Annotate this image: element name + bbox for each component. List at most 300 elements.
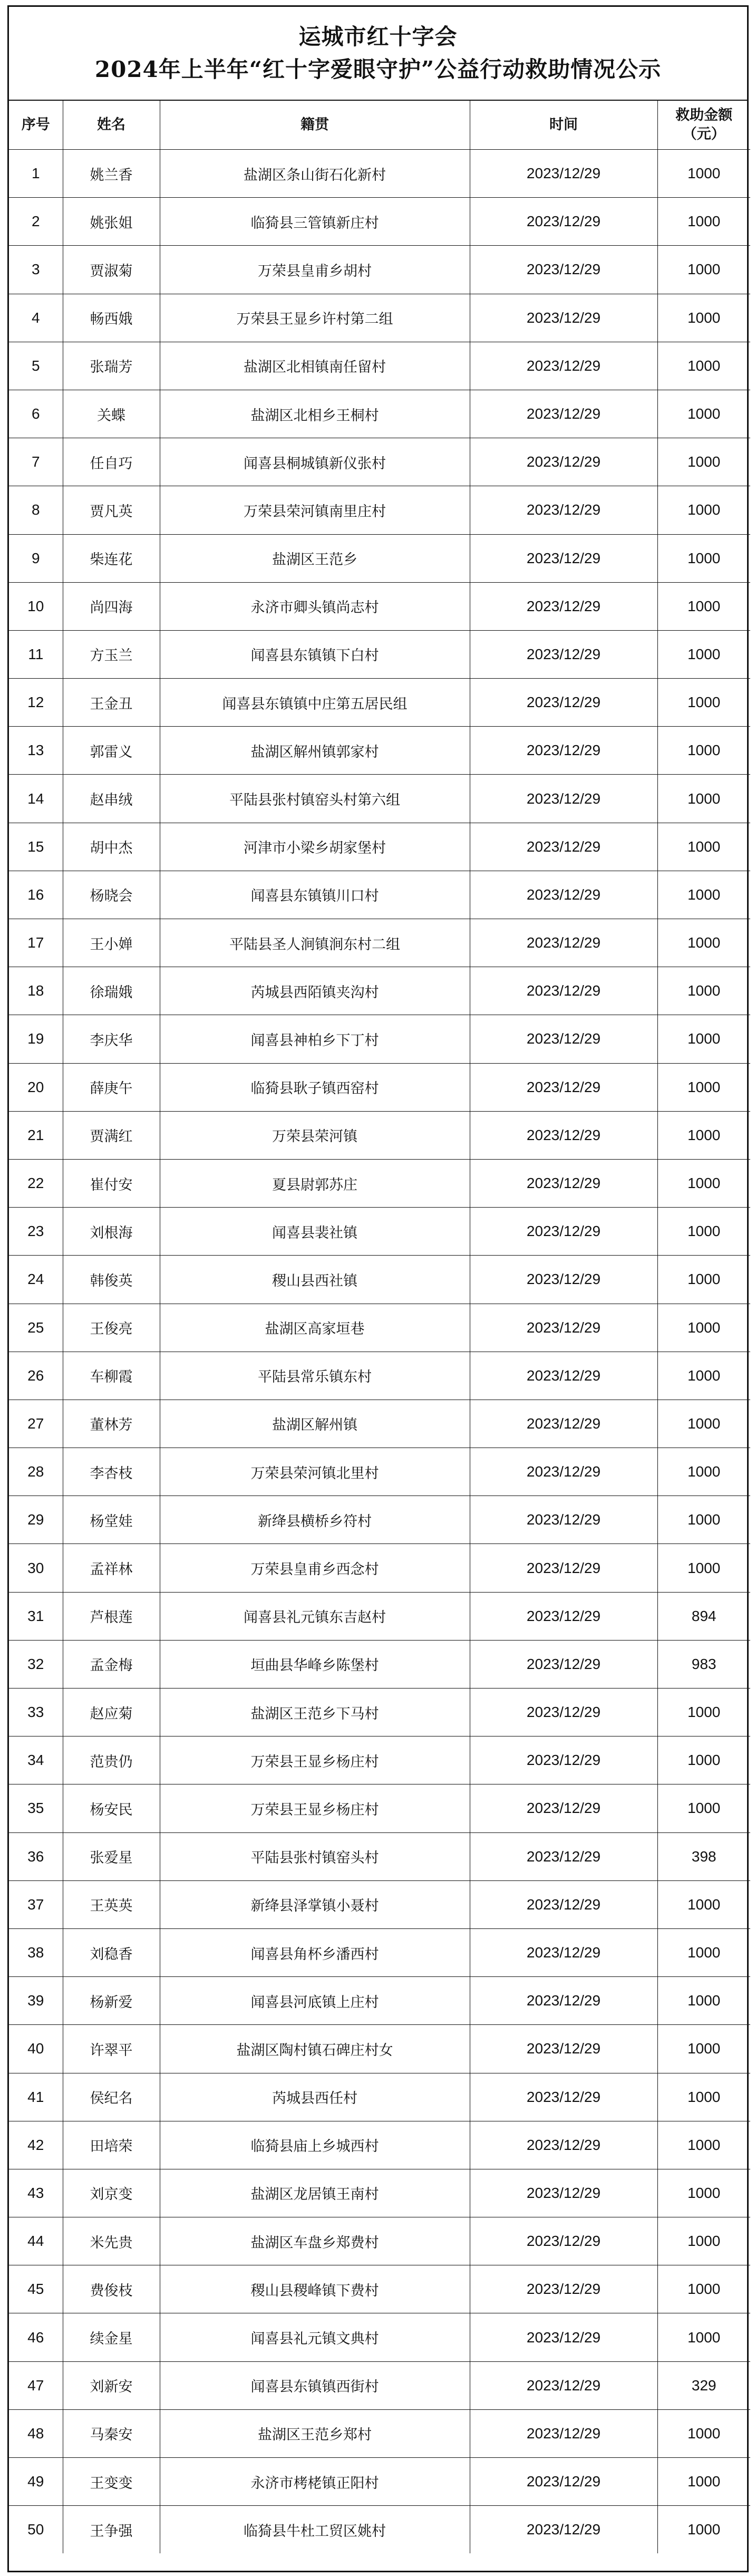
cell-origin: 河津市小梁乡胡家堡村 <box>160 823 470 871</box>
cell-time: 2023/12/29 <box>470 1448 657 1496</box>
cell-index: 35 <box>9 1784 63 1832</box>
cell-name: 方玉兰 <box>63 630 160 678</box>
cell-time: 2023/12/29 <box>470 2073 657 2121</box>
cell-origin: 闻喜县神柏乡下丁村 <box>160 1015 470 1063</box>
cell-amount: 1000 <box>657 967 750 1015</box>
cell-name: 关蝶 <box>63 390 160 438</box>
cell-name: 徐瑞娥 <box>63 967 160 1015</box>
table-row <box>9 871 750 919</box>
cell-time: 2023/12/29 <box>470 438 657 486</box>
cell-time: 2023/12/29 <box>470 1256 657 1304</box>
cell-index: 21 <box>9 1111 63 1159</box>
cell-amount: 1000 <box>657 486 750 534</box>
cell-index: 22 <box>9 1159 63 1207</box>
cell-time: 2023/12/29 <box>470 1784 657 1832</box>
cell-amount: 1000 <box>657 1496 750 1544</box>
cell-name: 姚兰香 <box>63 150 160 198</box>
table-row <box>9 2025 750 2073</box>
cell-name: 张爱星 <box>63 1832 160 1880</box>
cell-index: 42 <box>9 2121 63 2169</box>
cell-index: 41 <box>9 2073 63 2121</box>
cell-name: 赵串绒 <box>63 775 160 823</box>
cell-origin: 盐湖区王范乡郑村 <box>160 2409 470 2457</box>
cell-name: 李庆华 <box>63 1015 160 1063</box>
cell-index: 26 <box>9 1352 63 1400</box>
cell-name: 杨新爱 <box>63 1977 160 2025</box>
cell-time: 2023/12/29 <box>470 775 657 823</box>
cell-origin: 闻喜县东镇镇中庄第五居民组 <box>160 679 470 727</box>
cell-amount: 1000 <box>657 1352 750 1400</box>
cell-amount: 1000 <box>657 679 750 727</box>
cell-amount: 1000 <box>657 2409 750 2457</box>
cell-origin: 平陆县常乐镇东村 <box>160 1352 470 1400</box>
cell-amount: 1000 <box>657 1448 750 1496</box>
table-body <box>9 150 750 2554</box>
cell-name: 胡中杰 <box>63 823 160 871</box>
cell-index: 10 <box>9 582 63 630</box>
cell-time: 2023/12/29 <box>470 294 657 342</box>
table-row <box>9 2121 750 2169</box>
table-row <box>9 967 750 1015</box>
cell-time: 2023/12/29 <box>470 582 657 630</box>
cell-amount: 1000 <box>657 198 750 246</box>
cell-amount: 1000 <box>657 1015 750 1063</box>
cell-name: 孟金梅 <box>63 1640 160 1688</box>
cell-amount: 983 <box>657 1640 750 1688</box>
table-row <box>9 1832 750 1880</box>
cell-index: 48 <box>9 2409 63 2457</box>
cell-origin: 垣曲县华峰乡陈堡村 <box>160 1640 470 1688</box>
cell-time: 2023/12/29 <box>470 1111 657 1159</box>
cell-name: 崔付安 <box>63 1159 160 1207</box>
cell-index: 5 <box>9 342 63 390</box>
table-row <box>9 2409 750 2457</box>
table-row <box>9 727 750 775</box>
cell-amount: 1000 <box>657 919 750 967</box>
cell-index: 3 <box>9 246 63 294</box>
cell-amount: 1000 <box>657 630 750 678</box>
cell-origin: 平陆县张村镇窑头村第六组 <box>160 775 470 823</box>
cell-origin: 盐湖区北相镇南任留村 <box>160 342 470 390</box>
table-row <box>9 1063 750 1111</box>
cell-time: 2023/12/29 <box>470 727 657 775</box>
table-row <box>9 582 750 630</box>
table-row <box>9 2506 750 2554</box>
cell-index: 46 <box>9 2313 63 2361</box>
cell-name: 刘新安 <box>63 2361 160 2409</box>
cell-origin: 盐湖区解州镇 <box>160 1400 470 1448</box>
table-row <box>9 438 750 486</box>
table-row <box>9 1592 750 1640</box>
cell-origin: 稷山县西社镇 <box>160 1256 470 1304</box>
cell-name: 刘京变 <box>63 2169 160 2217</box>
cell-name: 王金丑 <box>63 679 160 727</box>
cell-index: 31 <box>9 1592 63 1640</box>
table-row <box>9 198 750 246</box>
cell-time: 2023/12/29 <box>470 1352 657 1400</box>
cell-index: 45 <box>9 2265 63 2313</box>
cell-time: 2023/12/29 <box>470 1640 657 1688</box>
cell-name: 薛庚午 <box>63 1063 160 1111</box>
cell-origin: 盐湖区高家垣巷 <box>160 1304 470 1352</box>
cell-origin: 万荣县皇甫乡西念村 <box>160 1544 470 1592</box>
cell-origin: 盐湖区车盘乡郑费村 <box>160 2217 470 2265</box>
cell-origin: 闻喜县东镇镇西街村 <box>160 2361 470 2409</box>
cell-name: 许翠平 <box>63 2025 160 2073</box>
cell-amount: 1000 <box>657 2121 750 2169</box>
cell-amount: 1000 <box>657 2025 750 2073</box>
cell-amount: 1000 <box>657 294 750 342</box>
cell-origin: 平陆县圣人涧镇涧东村二组 <box>160 919 470 967</box>
cell-index: 49 <box>9 2458 63 2506</box>
cell-index: 16 <box>9 871 63 919</box>
cell-origin: 闻喜县东镇镇川口村 <box>160 871 470 919</box>
cell-amount: 1000 <box>657 1928 750 1976</box>
cell-time: 2023/12/29 <box>470 2409 657 2457</box>
cell-index: 30 <box>9 1544 63 1592</box>
cell-name: 任自巧 <box>63 438 160 486</box>
cell-index: 15 <box>9 823 63 871</box>
cell-origin: 夏县尉郭苏庄 <box>160 1159 470 1207</box>
cell-amount: 1000 <box>657 2169 750 2217</box>
cell-name: 马秦安 <box>63 2409 160 2457</box>
cell-time: 2023/12/29 <box>470 534 657 582</box>
table-row <box>9 1640 750 1688</box>
cell-index: 36 <box>9 1832 63 1880</box>
cell-name: 杨堂娃 <box>63 1496 160 1544</box>
cell-amount: 1000 <box>657 2458 750 2506</box>
cell-index: 14 <box>9 775 63 823</box>
header-name: 姓名 <box>63 101 160 150</box>
cell-amount: 1000 <box>657 1400 750 1448</box>
cell-origin: 盐湖区龙居镇王南村 <box>160 2169 470 2217</box>
header-amount <box>657 101 750 150</box>
cell-time: 2023/12/29 <box>470 1928 657 1976</box>
header-index: 序号 <box>9 101 63 150</box>
table-row <box>9 1448 750 1496</box>
cell-name: 王变变 <box>63 2458 160 2506</box>
cell-amount: 894 <box>657 1592 750 1640</box>
cell-origin: 闻喜县角杯乡潘西村 <box>160 1928 470 1976</box>
table-row <box>9 1496 750 1544</box>
cell-amount: 1000 <box>657 1256 750 1304</box>
table-row <box>9 1304 750 1352</box>
cell-name: 王小婵 <box>63 919 160 967</box>
cell-origin: 稷山县稷峰镇下费村 <box>160 2265 470 2313</box>
cell-index: 23 <box>9 1208 63 1256</box>
table-row <box>9 1689 750 1736</box>
table-row <box>9 775 750 823</box>
cell-name: 费俊枝 <box>63 2265 160 2313</box>
cell-time: 2023/12/29 <box>470 2025 657 2073</box>
table-row <box>9 1111 750 1159</box>
cell-name: 杨安民 <box>63 1784 160 1832</box>
cell-amount: 1000 <box>657 727 750 775</box>
cell-index: 37 <box>9 1880 63 1928</box>
cell-index: 18 <box>9 967 63 1015</box>
cell-origin: 闻喜县礼元镇东吉赵村 <box>160 1592 470 1640</box>
cell-index: 6 <box>9 390 63 438</box>
cell-origin: 万荣县王显乡许村第二组 <box>160 294 470 342</box>
cell-amount: 1000 <box>657 871 750 919</box>
cell-index: 27 <box>9 1400 63 1448</box>
cell-time: 2023/12/29 <box>470 1208 657 1256</box>
table-row <box>9 630 750 678</box>
cell-origin: 芮城县西任村 <box>160 2073 470 2121</box>
table-row <box>9 919 750 967</box>
table-row <box>9 390 750 438</box>
cell-origin: 万荣县王显乡杨庄村 <box>160 1784 470 1832</box>
cell-amount: 1000 <box>657 534 750 582</box>
header-amount-label: 救助金额 <box>675 107 733 123</box>
cell-time: 2023/12/29 <box>470 1159 657 1207</box>
cell-origin: 盐湖区解州镇郭家村 <box>160 727 470 775</box>
cell-time: 2023/12/29 <box>470 1015 657 1063</box>
table-row <box>9 2361 750 2409</box>
cell-origin: 临猗县耿子镇西窑村 <box>160 1063 470 1111</box>
cell-name: 续金星 <box>63 2313 160 2361</box>
cell-name: 田培荣 <box>63 2121 160 2169</box>
cell-name: 贾淑菊 <box>63 246 160 294</box>
cell-index: 13 <box>9 727 63 775</box>
table-row <box>9 1015 750 1063</box>
cell-index: 12 <box>9 679 63 727</box>
cell-name: 柴连花 <box>63 534 160 582</box>
cell-name: 贾凡英 <box>63 486 160 534</box>
cell-index: 24 <box>9 1256 63 1304</box>
organization-title: 运城市红十字会 <box>298 24 458 50</box>
cell-index: 32 <box>9 1640 63 1688</box>
cell-name: 孟祥林 <box>63 1544 160 1592</box>
table-row <box>9 150 750 198</box>
cell-origin: 平陆县张村镇窑头村 <box>160 1832 470 1880</box>
cell-time: 2023/12/29 <box>470 342 657 390</box>
table-row <box>9 1256 750 1304</box>
table-row <box>9 1736 750 1784</box>
cell-index: 2 <box>9 198 63 246</box>
cell-time: 2023/12/29 <box>470 1304 657 1352</box>
cell-time: 2023/12/29 <box>470 150 657 198</box>
table-row <box>9 2169 750 2217</box>
cell-name: 赵应菊 <box>63 1689 160 1736</box>
cell-time: 2023/12/29 <box>470 2361 657 2409</box>
cell-amount: 1000 <box>657 438 750 486</box>
cell-index: 43 <box>9 2169 63 2217</box>
cell-name: 姚张姐 <box>63 198 160 246</box>
cell-time: 2023/12/29 <box>470 919 657 967</box>
cell-origin: 万荣县荣河镇 <box>160 1111 470 1159</box>
cell-index: 38 <box>9 1928 63 1976</box>
cell-name: 王英英 <box>63 1880 160 1928</box>
table-row <box>9 2458 750 2506</box>
cell-time: 2023/12/29 <box>470 390 657 438</box>
cell-index: 20 <box>9 1063 63 1111</box>
cell-origin: 芮城县西陌镇夹沟村 <box>160 967 470 1015</box>
cell-index: 28 <box>9 1448 63 1496</box>
cell-amount: 1000 <box>657 150 750 198</box>
cell-time: 2023/12/29 <box>470 2121 657 2169</box>
cell-amount: 1000 <box>657 246 750 294</box>
table-row <box>9 2265 750 2313</box>
table-row <box>9 1544 750 1592</box>
table-row <box>9 294 750 342</box>
cell-amount: 1000 <box>657 2073 750 2121</box>
cell-index: 47 <box>9 2361 63 2409</box>
cell-amount: 1000 <box>657 1880 750 1928</box>
cell-origin: 万荣县王显乡杨庄村 <box>160 1736 470 1784</box>
cell-name: 李杏枝 <box>63 1448 160 1496</box>
header-amount-unit: （元） <box>682 126 725 142</box>
cell-origin: 永济市卿头镇尚志村 <box>160 582 470 630</box>
table-row <box>9 1784 750 1832</box>
cell-amount: 1000 <box>657 1208 750 1256</box>
cell-time: 2023/12/29 <box>470 630 657 678</box>
table-row <box>9 823 750 871</box>
cell-amount: 1000 <box>657 2265 750 2313</box>
cell-time: 2023/12/29 <box>470 2169 657 2217</box>
cell-time: 2023/12/29 <box>470 246 657 294</box>
cell-name: 杨晓会 <box>63 871 160 919</box>
cell-amount: 1000 <box>657 1977 750 2025</box>
header-time: 时间 <box>470 101 657 150</box>
table-row <box>9 1352 750 1400</box>
cell-index: 1 <box>9 150 63 198</box>
cell-origin: 闻喜县东镇镇下白村 <box>160 630 470 678</box>
cell-name: 王俊亮 <box>63 1304 160 1352</box>
cell-index: 9 <box>9 534 63 582</box>
cell-name: 米先贵 <box>63 2217 160 2265</box>
cell-amount: 1000 <box>657 1159 750 1207</box>
cell-amount: 398 <box>657 1832 750 1880</box>
cell-amount: 1000 <box>657 390 750 438</box>
cell-name: 张瑞芳 <box>63 342 160 390</box>
cell-amount: 1000 <box>657 342 750 390</box>
cell-amount: 1000 <box>657 1544 750 1592</box>
title-block <box>9 7 747 101</box>
cell-index: 11 <box>9 630 63 678</box>
table-row <box>9 679 750 727</box>
cell-origin: 盐湖区北相乡王桐村 <box>160 390 470 438</box>
table-row <box>9 2217 750 2265</box>
header-row <box>9 101 750 150</box>
cell-time: 2023/12/29 <box>470 1832 657 1880</box>
cell-amount: 329 <box>657 2361 750 2409</box>
table-row <box>9 1928 750 1976</box>
cell-index: 17 <box>9 919 63 967</box>
cell-name: 韩俊英 <box>63 1256 160 1304</box>
cell-index: 34 <box>9 1736 63 1784</box>
cell-name: 畅西娥 <box>63 294 160 342</box>
cell-time: 2023/12/29 <box>470 2458 657 2506</box>
table-row <box>9 1880 750 1928</box>
cell-index: 50 <box>9 2506 63 2554</box>
cell-origin: 万荣县荣河镇南里庄村 <box>160 486 470 534</box>
cell-amount: 1000 <box>657 1111 750 1159</box>
cell-time: 2023/12/29 <box>470 1689 657 1736</box>
cell-origin: 闻喜县裴社镇 <box>160 1208 470 1256</box>
table-row <box>9 534 750 582</box>
cell-name: 刘稳香 <box>63 1928 160 1976</box>
cell-time: 2023/12/29 <box>470 1063 657 1111</box>
cell-time: 2023/12/29 <box>470 1496 657 1544</box>
cell-time: 2023/12/29 <box>470 1400 657 1448</box>
table-row <box>9 1208 750 1256</box>
cell-index: 39 <box>9 1977 63 2025</box>
cell-amount: 1000 <box>657 823 750 871</box>
header-origin: 籍贯 <box>160 101 470 150</box>
cell-time: 2023/12/29 <box>470 1736 657 1784</box>
cell-amount: 1000 <box>657 1304 750 1352</box>
cell-origin: 闻喜县桐城镇新仪张村 <box>160 438 470 486</box>
cell-name: 尚四海 <box>63 582 160 630</box>
cell-time: 2023/12/29 <box>470 1544 657 1592</box>
table-row <box>9 2073 750 2121</box>
cell-amount: 1000 <box>657 1063 750 1111</box>
cell-origin: 万荣县荣河镇北里村 <box>160 1448 470 1496</box>
cell-amount: 1000 <box>657 2217 750 2265</box>
cell-time: 2023/12/29 <box>470 486 657 534</box>
table-row <box>9 2313 750 2361</box>
table-row <box>9 1977 750 2025</box>
cell-index: 40 <box>9 2025 63 2073</box>
cell-amount: 1000 <box>657 775 750 823</box>
cell-time: 2023/12/29 <box>470 1977 657 2025</box>
table-row <box>9 246 750 294</box>
cell-origin: 临猗县三管镇新庄村 <box>160 198 470 246</box>
cell-name: 车柳霞 <box>63 1352 160 1400</box>
cell-origin: 新绛县横桥乡符村 <box>160 1496 470 1544</box>
cell-name: 芦根莲 <box>63 1592 160 1640</box>
cell-origin: 临猗县庙上乡城西村 <box>160 2121 470 2169</box>
cell-time: 2023/12/29 <box>470 2313 657 2361</box>
cell-time: 2023/12/29 <box>470 871 657 919</box>
cell-amount: 1000 <box>657 1784 750 1832</box>
cell-name: 贾满红 <box>63 1111 160 1159</box>
cell-origin: 闻喜县礼元镇文典村 <box>160 2313 470 2361</box>
cell-origin: 永济市栲栳镇正阳村 <box>160 2458 470 2506</box>
table-row <box>9 342 750 390</box>
table-row <box>9 486 750 534</box>
document-title: 2024年上半年“红十字爱眼守护”公益行动救助情况公示 <box>94 56 662 82</box>
cell-name: 侯纪名 <box>63 2073 160 2121</box>
cell-time: 2023/12/29 <box>470 198 657 246</box>
cell-origin: 盐湖区王范乡 <box>160 534 470 582</box>
cell-origin: 万荣县皇甫乡胡村 <box>160 246 470 294</box>
cell-amount: 1000 <box>657 1736 750 1784</box>
cell-time: 2023/12/29 <box>470 2265 657 2313</box>
cell-time: 2023/12/29 <box>470 1880 657 1928</box>
cell-origin: 新绛县泽掌镇小聂村 <box>160 1880 470 1928</box>
aid-table <box>9 101 750 2553</box>
cell-amount: 1000 <box>657 1689 750 1736</box>
cell-amount: 1000 <box>657 582 750 630</box>
cell-name: 王争强 <box>63 2506 160 2554</box>
cell-time: 2023/12/29 <box>470 679 657 727</box>
cell-amount: 1000 <box>657 2506 750 2554</box>
table-row <box>9 1400 750 1448</box>
cell-index: 7 <box>9 438 63 486</box>
cell-index: 44 <box>9 2217 63 2265</box>
cell-name: 郭雷义 <box>63 727 160 775</box>
disclosure-sheet <box>7 5 749 2572</box>
cell-name: 范贵仍 <box>63 1736 160 1784</box>
cell-index: 25 <box>9 1304 63 1352</box>
cell-name: 董林芳 <box>63 1400 160 1448</box>
cell-time: 2023/12/29 <box>470 2506 657 2554</box>
cell-origin: 盐湖区陶村镇石碑庄村女 <box>160 2025 470 2073</box>
cell-origin: 盐湖区条山街石化新村 <box>160 150 470 198</box>
cell-origin: 临猗县牛杜工贸区姚村 <box>160 2506 470 2554</box>
